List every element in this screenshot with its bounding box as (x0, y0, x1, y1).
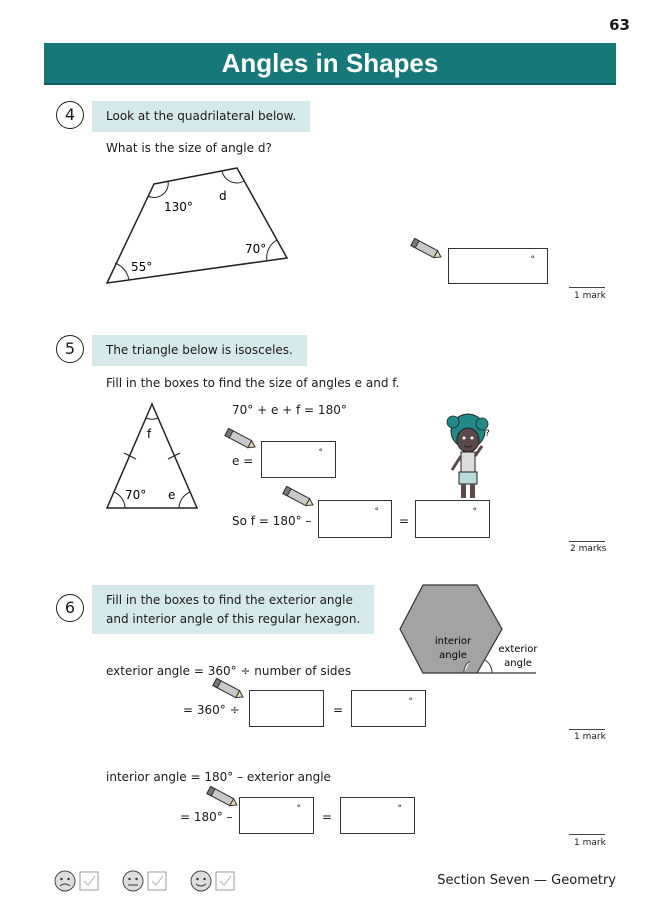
question-number-5: 5 (56, 335, 84, 363)
svg-text:?: ? (485, 429, 490, 439)
sad-face-icon (55, 871, 75, 891)
page-number: 63 (609, 16, 630, 34)
q6-interior-subtract-box[interactable] (239, 797, 314, 834)
q5-prompt: The triangle below is isosceles. (92, 335, 307, 366)
angle-label-d: d (219, 189, 227, 203)
q4-answer-box[interactable] (448, 248, 548, 284)
q5-marks: 2 marks (570, 544, 607, 554)
q5-e-answer-box[interactable] (261, 441, 336, 478)
checkbox-icon (80, 872, 98, 890)
self-assessment-strip (52, 868, 242, 894)
pencil-icon (280, 486, 316, 508)
degree-symbol: ° (530, 255, 535, 265)
q6-sides-box[interactable] (249, 690, 324, 727)
q6-marks-exterior: 1 mark (574, 732, 606, 742)
checkbox-icon (148, 872, 166, 890)
cartoon-girl-illustration (438, 410, 500, 502)
quadrilateral-diagram (100, 160, 300, 290)
regular-hexagon-diagram (396, 582, 546, 676)
q4-prompt: Look at the quadrilateral below. (92, 101, 310, 132)
isosceles-triangle-diagram (100, 396, 206, 514)
interior-label-1: interior (434, 636, 472, 647)
section-footer: Section Seven — Geometry (437, 873, 616, 888)
q6-interior-answer-box[interactable] (340, 797, 415, 834)
q5-instruction: Fill in the boxes to find the size of angles e and f. (106, 376, 400, 390)
checkbox-icon (216, 872, 234, 890)
equals-sign: = (333, 703, 344, 717)
angle-label-130: 130° (164, 200, 193, 214)
q6-prompt (92, 585, 374, 634)
equals-sign: = (399, 514, 410, 528)
degree-symbol: ° (408, 697, 413, 707)
q5-f-subtract-box[interactable] (318, 500, 392, 538)
question-number-6: 6 (56, 594, 84, 622)
pencil-icon (210, 678, 246, 700)
page-title: Angles in Shapes (44, 43, 616, 85)
neutral-face-icon (123, 871, 143, 891)
interior-formula: interior angle = 180° – exterior angle (106, 770, 331, 784)
angle-label-55: 55° (131, 260, 153, 274)
degree-symbol: ° (318, 448, 323, 458)
q6-exterior-answer-box[interactable] (351, 690, 426, 727)
q6-prompt-line-1: Fill in the boxes to find the exterior angle (106, 593, 353, 607)
degree-symbol: ° (472, 507, 477, 517)
pencil-icon (408, 238, 444, 260)
angle-label-70: 70° (245, 242, 267, 256)
degree-symbol: ° (296, 804, 301, 814)
exterior-formula: exterior angle = 360° ÷ number of sides (106, 664, 352, 678)
pencil-icon (222, 428, 258, 450)
happy-face-icon (191, 871, 211, 891)
q5-equation: 70° + e + f = 180° (232, 403, 347, 417)
q6-marks-interior: 1 mark (574, 838, 606, 848)
angle-label-f: f (147, 427, 152, 441)
q5-f-label: So f = 180° – (232, 514, 312, 528)
interior-label-2: angle (439, 650, 467, 661)
exterior-step: = 360° ÷ (183, 703, 240, 717)
angle-label-70: 70° (125, 488, 147, 502)
q4-question: What is the size of angle d? (106, 141, 272, 155)
degree-symbol: ° (397, 804, 402, 814)
pencil-icon (204, 786, 240, 808)
exterior-label-2: angle (504, 658, 532, 669)
q5-f-answer-box[interactable] (415, 500, 490, 538)
equals-sign: = (322, 810, 333, 824)
angle-label-e: e (168, 488, 176, 502)
q4-marks: 1 mark (574, 291, 606, 301)
degree-symbol: ° (374, 507, 379, 517)
q5-e-label: e = (232, 454, 254, 468)
exterior-label-1: exterior (498, 644, 538, 655)
question-number-4: 4 (56, 101, 84, 129)
q6-prompt-line-2: and interior angle of this regular hexagon. (106, 611, 361, 626)
interior-step: = 180° – (180, 810, 233, 824)
